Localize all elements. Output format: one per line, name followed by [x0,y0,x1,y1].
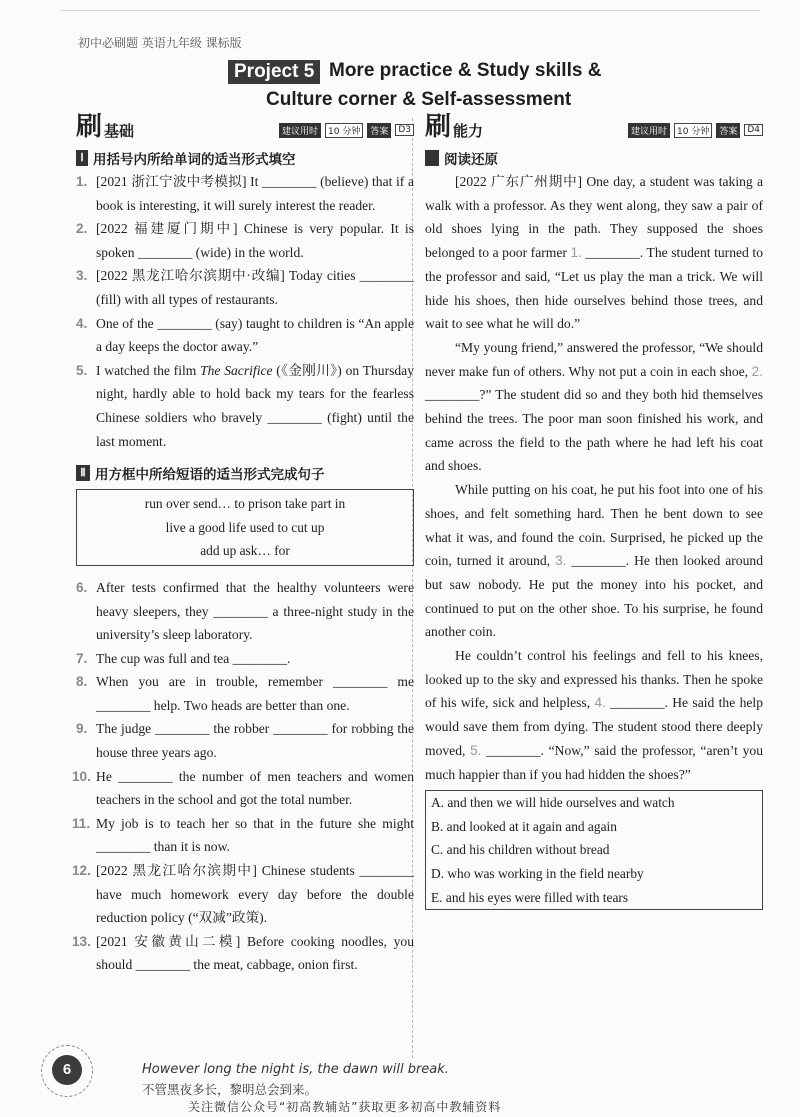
question-text: [2021 安徽黄山二模] Before cooking noodles, you should ________ the meat, cabbage, onion first. [96,933,414,973]
question-text: [2022 福建厦门期中] Chinese is very popular. It is spoken ________ (wide) in the world. [96,221,414,260]
time-value: 10 分钟 [325,123,363,138]
question-text: [2022 黑龙江哈尔滨期中·改编] Today cities ________ (fill) with all types of restaurants. [96,268,414,307]
question-text: The judge ________ the robber ________ for robbing the house three years ago. [96,721,414,761]
part-1-heading [76,148,414,168]
part-1-instruction: 用括号内所给单词的适当形式填空 [93,152,296,168]
passage-paragraph [425,644,763,786]
basic-section-header [76,112,414,142]
question-text: The cup was full and tea ________. [96,650,291,666]
reading-instruction: 阅读还原 [444,152,498,168]
page-number: 6 [52,1055,82,1085]
passage-text: ________. “Now,” said the professor, “aren’t you much happier than if you had hidden the shoes?” [425,742,763,782]
question-item [76,312,414,359]
question-number: 1. [76,174,88,189]
answer-label: 答案 [367,123,391,138]
footer-quote-cn: 不管黑夜多长，黎明总会到来。 [142,1082,318,1097]
project-title-box: Project 5 [228,60,320,84]
passage-text: ________?” The student did so and they both hid themselves behind the trees. The poor man soon finished his work, and came across the field to the path where he had left his coat and shoes. [425,387,763,474]
question-text-start: I watched the film [96,362,201,378]
question-text: When you are in trouble, remember ________ me ________ help. Two heads are better than one. [96,674,414,713]
ability-section-header [425,112,763,142]
answer-ref: D3 [395,124,414,136]
shua-logo: 刷 [76,112,103,142]
question-number: 11. [72,815,91,831]
blank-number: 3. [555,553,567,569]
question-item [76,359,414,453]
time-label: 建议用时 [279,123,321,138]
question-item [76,264,414,311]
passage-paragraph [425,478,763,644]
part-2-instruction: 用方框中所给短语的适当形式完成句子 [95,467,325,484]
question-number: 7. [76,650,88,666]
passage-paragraph [425,336,763,478]
section-name: 基础 [104,121,135,140]
page-title-line-1: More practice & Study skills & [329,60,602,81]
footer-note: 关注微信公众号“初高教辅站”获取更多初高中教辅资料 [188,1100,502,1114]
part-2-list [72,576,414,977]
basic-section [72,112,415,977]
question-item [76,576,414,647]
blank-number: 1. [570,245,582,261]
question-text: He ________ the number of men teachers and women teachers in the school and got the total number. [96,768,414,808]
roman-numeral: Ⅱ [76,465,90,481]
question-number: 10. [72,768,91,784]
question-number: 8. [76,674,88,690]
question-number: 6. [76,579,88,595]
question-item [72,765,414,812]
section-meta [628,123,763,138]
passage-text: He couldn’t control his feelings and fell to his knees, looked up to the sky and expressed his thanks. Then he spoke of his wife, sick and helpless, [425,648,763,711]
film-title: The Sacrifice [200,362,273,378]
question-item [76,217,414,264]
question-number: 4. [76,315,88,331]
section-meta [279,123,414,138]
footer-quote-en: However long the night is, the dawn will break. [142,1062,449,1077]
shua-logo: 刷 [425,112,452,142]
option-item: D. who was working in the field nearby [431,866,644,882]
phrase-row: add up ask… for [200,543,290,559]
question-item [72,859,414,930]
roman-numeral: Ⅰ [76,150,88,166]
question-item [76,170,414,217]
passage-text: While putting on his coat, he put his foot into one of his shoes, and felt something hard. Then he bent down to see what it was, and found the coin. Surprised, he picked up the coin, turned it around, [425,482,763,569]
ability-section [425,112,763,910]
question-text-end: (《金刚川》) on Thursday night, hardly able to hold back my tears for the fearless Chinese soldiers who bravely ________ (fight) until the last moment. [96,362,415,449]
question-number: 5. [76,362,88,378]
question-item [76,647,414,671]
series-label: 初中必刷题 英语九年级 课标版 [78,36,242,50]
question-item [72,812,414,859]
question-text: One of the ________ (say) taught to children is “An apple a day keeps the doctor away.” [96,315,414,355]
answer-label: 答案 [716,123,740,138]
options-box [425,790,763,910]
question-item [72,930,414,977]
top-rule [60,10,760,11]
phrase-row: run over send… to prison take part in [144,496,346,512]
phrase-row: live a good life used to cut up [165,519,325,535]
question-text: After tests confirmed that the healthy volunteers were heavy sleepers, they ________ a three-night study in the university’s sleep laboratory. [96,579,414,643]
question-text: [2022 黑龙江哈尔滨期中] Chinese students ________ have much homework every day before the double reduction policy (“双减”政策). [96,863,414,926]
answer-ref: D4 [744,124,763,136]
question-number: 9. [76,721,88,737]
question-number: 13. [72,933,91,949]
time-label: 建议用时 [628,123,670,138]
blank-number: 5. [470,742,482,758]
blank-number: 2. [751,363,763,379]
passage-text: ________. He said the help would save them from dying. The student stood there deeply moved, [425,695,763,758]
passage-text: “My young friend,” answered the professor, “We should never make fun of others. Why not put a coin in each shoe, [425,339,763,379]
option-item: B. and looked at it again and again [431,818,617,834]
question-number: 12. [72,863,91,879]
blank-number: 4. [594,695,606,711]
reading-passage [425,170,763,786]
passage-text: ________. The student turned to the professor and said, “Let us play the man a trick. We will hide his shoes, then hide ourselves behind those trees, and wait to see what he will do.” [425,245,763,332]
passage-text: ________. He then looked around but saw nobody. He put the money into his pocket, and continued to put on the other shoe. To his surprise, he found another coin. [425,553,763,640]
question-text: [2021 浙江宁波中考模拟] It ________ (believe) that if a book is interesting, it will surely interest the reader. [96,174,414,213]
section-name: 能力 [453,121,484,140]
question-number: 3. [76,268,88,284]
question-item [76,670,414,717]
part-2-heading [76,463,414,483]
part-1-list [76,170,414,453]
option-item: C. and his children without bread [431,842,610,858]
passage-paragraph [425,170,763,336]
reading-heading [425,148,763,168]
phrase-box [76,489,414,566]
question-text: My job is to teach her so that in the future she might ________ than it is now. [96,815,414,855]
option-item: E. and his eyes were filled with tears [431,889,629,905]
question-number: 2. [76,221,88,237]
option-item: A. and then we will hide ourselves and watch [431,795,675,811]
passage-text: [2022 广东广州期中] One day, a student was taking a walk with a professor. As they went along, they saw a pair of old shoes lying in the path. They supposed the shoes belonged to a poor farmer [425,174,763,261]
heading-marker [425,150,439,166]
page-title-line-2: Culture corner & Self-assessment [266,89,572,110]
question-item [76,717,414,764]
time-value: 10 分钟 [674,123,712,138]
